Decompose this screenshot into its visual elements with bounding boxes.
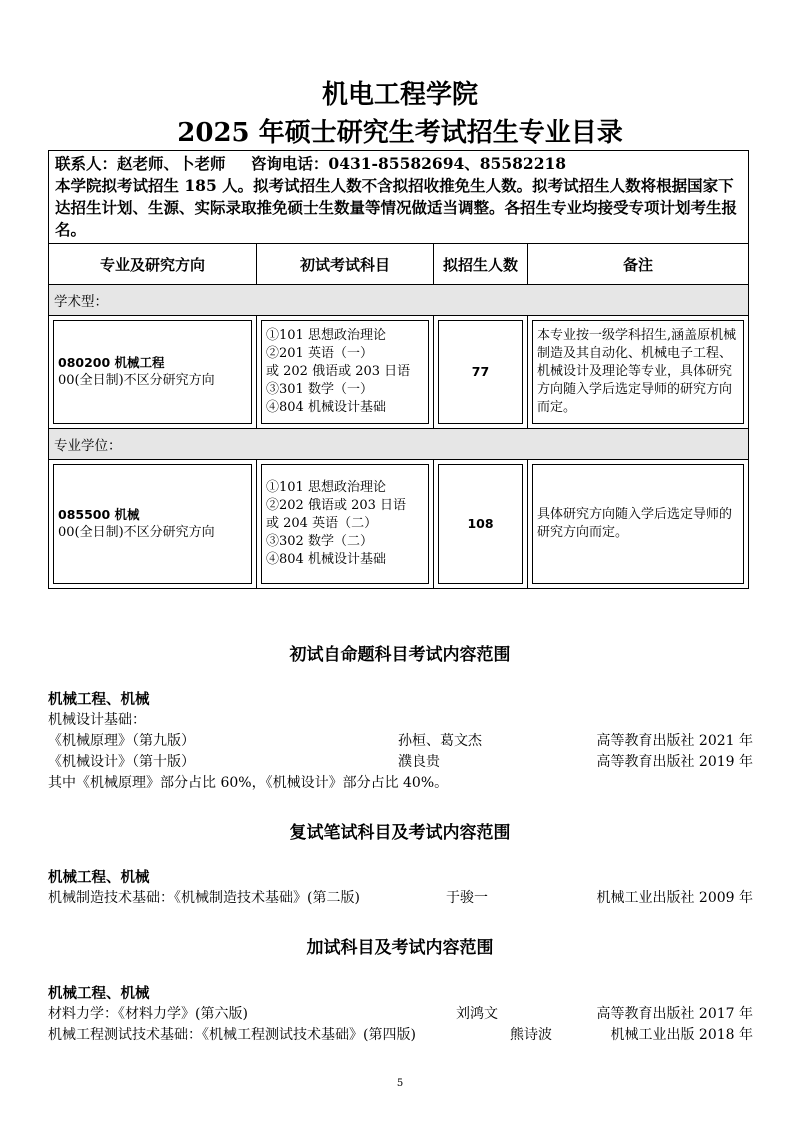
book-publisher: 机械工业出版社 2009 年 [596, 890, 753, 906]
subject-label: 机械设计基础： [48, 712, 146, 728]
ratio-line [48, 772, 753, 792]
book-line [48, 887, 753, 907]
exam-scope-heading: 机械工程、机械 [48, 691, 150, 708]
contact-phone: 咨询电话：0431-85582694、85582218 [250, 154, 567, 173]
subject-item: ②201 英语（一） [266, 346, 373, 361]
ratio-text: 其中《机械原理》部分占比 60%，《机械设计》部分占比 40%。 [48, 775, 449, 791]
book-author: 熊诗波 [510, 1027, 552, 1043]
enrollment-count: 108 [438, 464, 523, 584]
subject-item: 或 204 英语（二） [266, 516, 378, 531]
enrollment-paragraph: 本学院拟考试招生 185 人。拟考试招生人数不含拟招收推免生人数。拟考试招生人数将根据国家下达招生计划、生源、实际录取推免硕士生数量等情况做适当调整。各招生专业均接受专项计划考生报名。 [55, 176, 738, 239]
book-title: 机械工程测试技术基础：《机械工程测试技术基础》(第四版) [48, 1027, 416, 1043]
note-cell: 具体研究方向随入学后选定导师的研究方向而定。 [532, 464, 744, 584]
subject-item: ④804 机械设计基础 [266, 552, 386, 567]
book-publisher: 机械工业出版 2018 年 [610, 1027, 753, 1043]
table-row [49, 316, 749, 429]
college-title: 机电工程学院 [321, 80, 478, 110]
book-publisher: 高等教育出版社 2021 年 [596, 733, 753, 749]
section-row-academic [49, 285, 749, 316]
header-subjects: 初试考试科目 [257, 244, 434, 285]
catalog-title: 2025 年硕士研究生考试招生专业目录 [177, 118, 623, 148]
exam-scope-title: 初试自命题科目考试内容范围 [289, 645, 511, 665]
extra-heading: 机械工程、机械 [48, 985, 150, 1002]
enrollment-count: 77 [438, 320, 523, 424]
subject-item: ①101 思想政治理论 [266, 328, 386, 343]
section-label: 专业学位： [49, 429, 749, 460]
major-code: 080200 机械工程 [58, 355, 165, 370]
book-title: 材料力学：《材料力学》(第六版) [48, 1006, 248, 1022]
table-header-row [49, 244, 749, 285]
header-major: 专业及研究方向 [49, 244, 257, 285]
subjects-cell [261, 464, 429, 584]
book-author: 孙桓、葛文杰 [398, 733, 482, 749]
book-line [48, 730, 753, 750]
exam-scope-subject [48, 709, 753, 729]
section-row-professional [49, 429, 749, 460]
contact-person: 联系人：赵老师、卜老师 [55, 154, 226, 173]
header-count: 拟招生人数 [434, 244, 528, 285]
header-note: 备注 [528, 244, 749, 285]
book-author: 濮良贵 [398, 754, 440, 770]
subject-item: ③301 数学（一） [266, 382, 373, 397]
book-author: 刘鸿文 [456, 1006, 498, 1022]
book-publisher: 高等教育出版社 2019 年 [596, 754, 753, 770]
page-number: 5 [396, 1078, 404, 1089]
program-table [48, 150, 749, 589]
book-title: 《机械设计》（第十版） [48, 754, 195, 770]
retest-title: 复试笔试科目及考试内容范围 [289, 823, 511, 843]
table-row [49, 460, 749, 589]
contact-cell [49, 151, 749, 244]
note-cell: 本专业按一级学科招生,涵盖原机械制造及其自动化、机械电子工程、机械设计及理论等专业，具体研究方向随入学后选定导师的研究方向而定。 [532, 320, 744, 424]
subject-item: ①101 思想政治理论 [266, 480, 386, 495]
extra-title: 加试科目及考试内容范围 [306, 938, 494, 958]
major-code: 085500 机械 [58, 507, 140, 522]
contact-line [55, 153, 742, 175]
major-cell [53, 320, 252, 424]
book-publisher: 高等教育出版社 2017 年 [596, 1006, 753, 1022]
section-label: 学术型： [49, 285, 749, 316]
contact-row [49, 151, 749, 244]
book-author: 于骏一 [446, 890, 488, 906]
subjects-cell [261, 320, 429, 424]
subject-item: ④804 机械设计基础 [266, 400, 386, 415]
major-direction: 00(全日制)不区分研究方向 [58, 373, 215, 388]
book-line [48, 751, 753, 771]
retest-heading: 机械工程、机械 [48, 869, 150, 886]
subject-item: ②202 俄语或 203 日语 [266, 498, 407, 513]
book-title: 《机械原理》（第九版） [48, 733, 195, 749]
major-direction: 00(全日制)不区分研究方向 [58, 525, 215, 540]
subject-item: ③302 数学（二） [266, 534, 373, 549]
subject-item: 或 202 俄语或 203 日语 [266, 364, 411, 379]
major-cell [53, 464, 252, 584]
book-line [48, 1024, 753, 1044]
book-line [48, 1003, 753, 1023]
book-title: 机械制造技术基础：《机械制造技术基础》(第二版) [48, 890, 360, 906]
